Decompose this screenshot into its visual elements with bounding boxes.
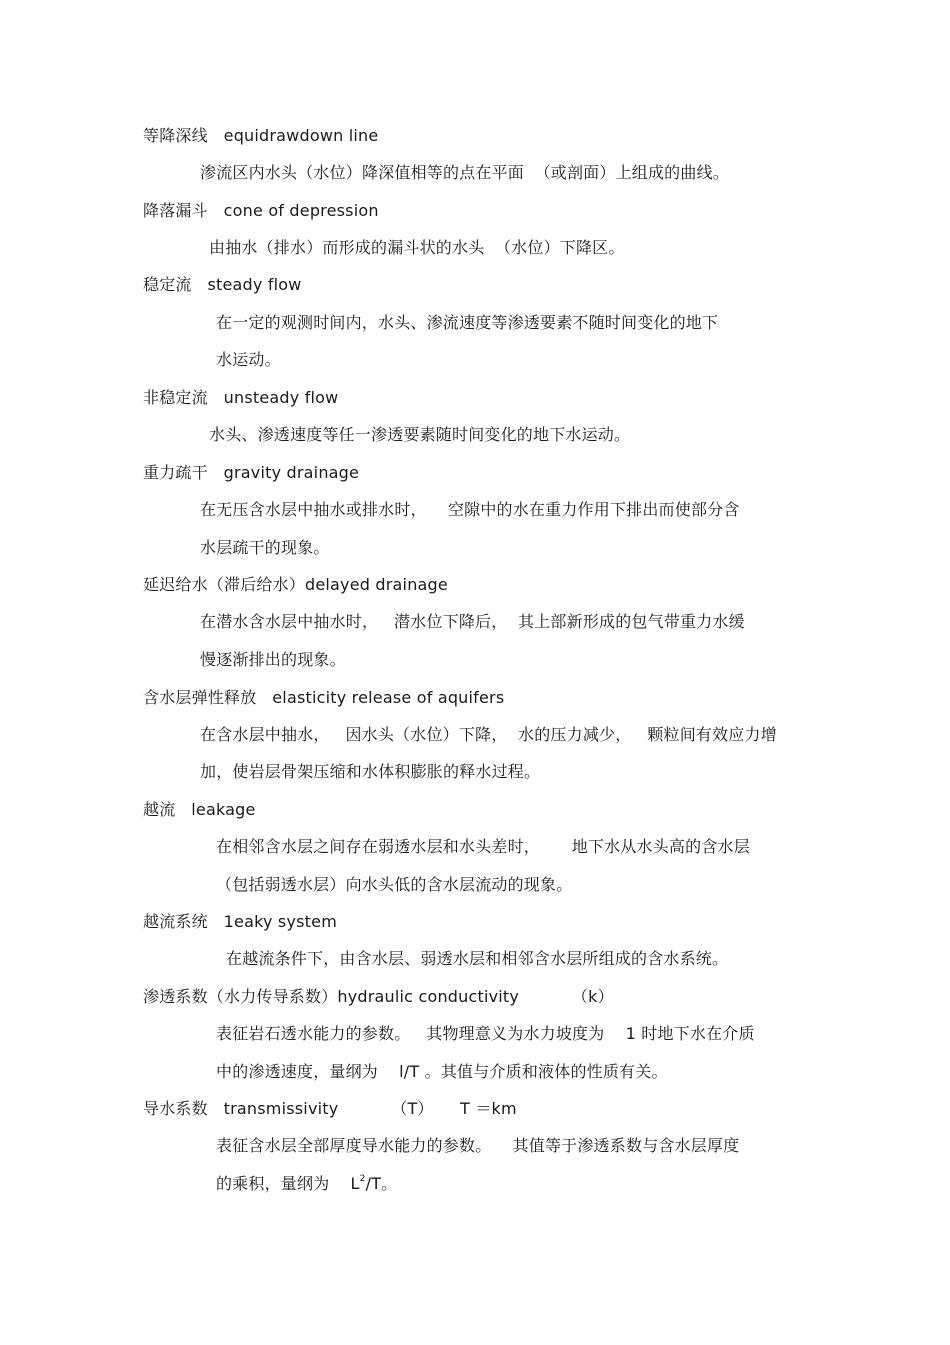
definition-line: 水运动。 (216, 350, 281, 369)
term-leaky-system: 越流系统 1eaky system (143, 912, 337, 931)
term-cone-of-depression: 降落漏斗 cone of depression (143, 201, 379, 220)
definition-line: 慢逐渐排出的现象。 (200, 650, 346, 669)
definition-line: 表征含水层全部厚度导水能力的参数。 其值等于渗透系数与含水层厚度 (216, 1136, 740, 1155)
term-delayed-drainage: 延迟给水（滞后给水）delayed drainage (143, 575, 448, 594)
definition-line: 水层疏干的现象。 (200, 538, 330, 557)
term-steady-flow: 稳定流 steady flow (143, 275, 302, 294)
definition-line: 水头、渗透速度等任一渗透要素随时间变化的地下水运动。 (209, 425, 631, 444)
formula-prefix: 的乘积，量纲为 L (216, 1174, 360, 1193)
definition-line: 在越流条件下，由含水层、弱透水层和相邻含水层所组成的含水系统。 (226, 949, 729, 968)
definition-line: 由抽水（排水）而形成的漏斗状的水头 （水位）下降区。 (209, 238, 625, 257)
term-hydraulic-conductivity: 渗透系数（水力传导系数）hydraulic conductivity （k） (143, 987, 614, 1006)
term-unsteady-flow: 非稳定流 unsteady flow (143, 388, 339, 407)
definition-line: 渗流区内水头（水位）降深值相等的点在平面 （或剖面）上组成的曲线。 (200, 163, 729, 182)
term-equidrawdown-line: 等降深线 equidrawdown line (143, 126, 379, 145)
definition-line: 表征岩石透水能力的参数。 其物理意义为水力坡度为 1 时地下水在介质 (216, 1024, 755, 1043)
formula-suffix: /T。 (365, 1174, 398, 1193)
superscript-exponent: 2 (359, 1174, 366, 1184)
definition-line: 在无压含水层中抽水或排水时， 空隙中的水在重力作用下排出而使部分含 (200, 500, 740, 519)
term-transmissivity: 导水系数 transmissivity （T） T ＝km (143, 1099, 517, 1118)
term-elasticity-release: 含水层弹性释放 elasticity release of aquifers (143, 688, 505, 707)
definition-line: 在潜水含水层中抽水时， 潜水位下降后， 其上部新形成的包气带重力水缓 (200, 612, 745, 631)
term-leakage: 越流 leakage (143, 800, 256, 819)
term-gravity-drainage: 重力疏干 gravity drainage (143, 463, 360, 482)
definition-line: 加，使岩层骨架压缩和水体积膨胀的释水过程。 (200, 762, 541, 781)
definition-line: 在一定的观测时间内，水头、渗流速度等渗透要素不随时间变化的地下 (216, 313, 719, 332)
definition-line (216, 1174, 397, 1194)
definition-line: （包括弱透水层）向水头低的含水层流动的现象。 (216, 875, 573, 894)
definition-line: 在含水层中抽水， 因水头（水位）下降， 水的压力减少， 颗粒间有效应力增 (200, 725, 777, 744)
definition-line: 中的渗透速度，量纲为 l/T 。其值与介质和液体的性质有关。 (216, 1062, 668, 1081)
definition-line: 在相邻含水层之间存在弱透水层和水头差时， 地下水从水头高的含水层 (216, 837, 750, 856)
